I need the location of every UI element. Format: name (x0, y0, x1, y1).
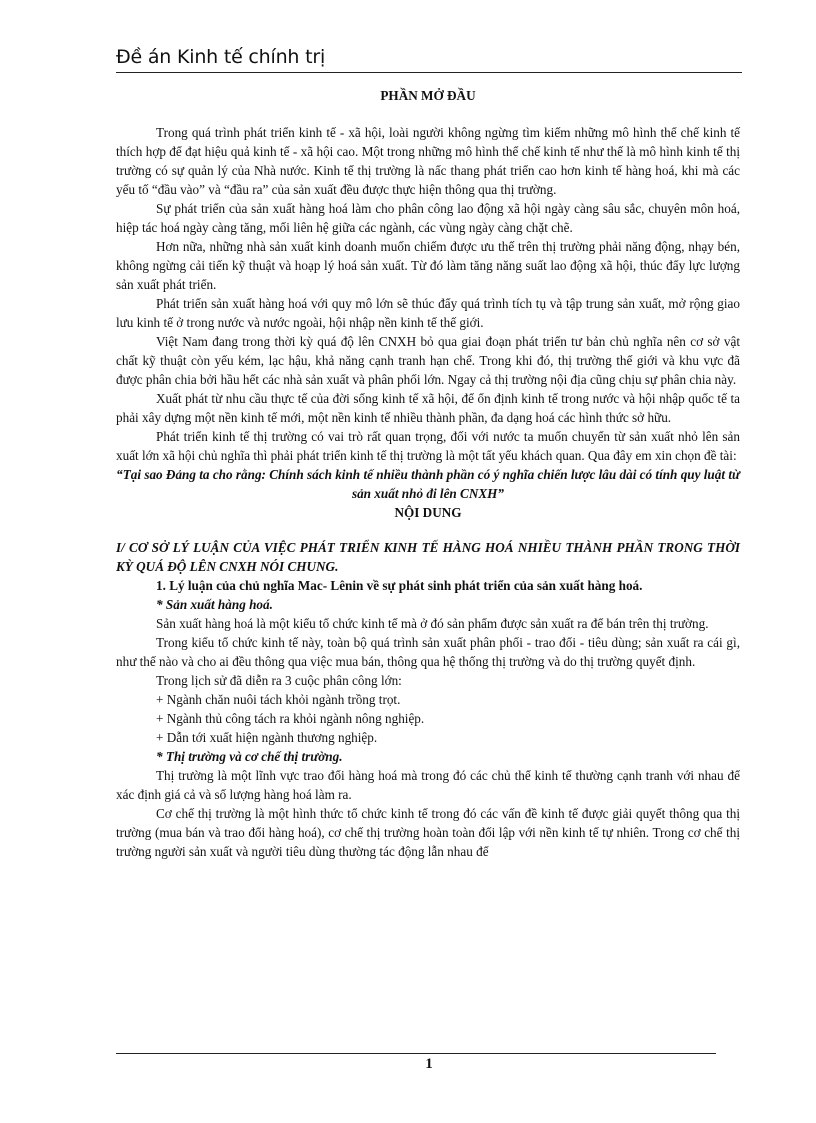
point-market-heading: * Thị trường và cơ chế thị trường. (156, 749, 343, 764)
topic-quote: “Tại sao Đảng ta cho rằng: Chính sách kinh tế nhiều thành phần có ý nghĩa chiến lược lâu dài có tính quy luật từ sản xuất nhỏ đi lên CNXH” (116, 467, 740, 501)
intro-paragraph-7: Phát triển kinh tế thị trường có vai trò rất quan trọng, đối với nước ta muốn chuyển từ sản xuất nhỏ lên sản xuất lớn xã hội chủ nghĩa thì phải phát triển kinh tế thị trường là một tất yếu khách quan. Qua đây em xin chọn đề tài: (116, 429, 740, 463)
running-header-title: Đề án Kinh tế chính trị (116, 46, 326, 68)
commodity-paragraph-1: Sản xuất hàng hoá là một kiểu tổ chức kinh tế mà ở đó sản phẩm được sản xuất ra để bán trên thị trường. (156, 616, 709, 631)
section-1-heading: I/ CƠ SỞ LÝ LUẬN CỦA VIỆC PHÁT TRIỂN KINH TẾ HÀNG HOÁ NHIỀU THÀNH PHẦN TRONG THỜI KỲ QUÁ ĐỘ LÊN CNXH NÓI CHUNG. (116, 540, 740, 574)
footer-rule (116, 1053, 716, 1054)
point-commodity-heading: * Sản xuất hàng hoá. (156, 597, 273, 612)
subsection-1-heading: 1. Lý luận của chủ nghĩa Mac- Lênin về sự phát sinh phát triển của sản xuất hàng hoá. (156, 578, 643, 593)
market-paragraph-2: Cơ chế thị trường là một hình thức tổ chức kinh tế trong đó các vấn đề kinh tế được giải quyết thông qua thị trường (mua bán và trao đổi hàng hoá), cơ chế thị trường hoàn toàn đối lập với nền kinh tế tự nhiên. Trong cơ chế thị trường người sản xuất và người tiêu dùng thường tác động lẫn nhau để (116, 806, 740, 859)
commodity-paragraph-3: Trong lịch sử đã diễn ra 3 cuộc phân công lớn: (156, 673, 402, 688)
header-rule (116, 72, 742, 73)
market-paragraph-1: Thị trường là một lĩnh vực trao đổi hàng hoá mà trong đó các chủ thể kinh tế thường cạnh tranh với nhau để xác định giá cả và số lượng hàng hoá làm ra. (116, 768, 740, 802)
intro-paragraph-3: Hơn nữa, những nhà sản xuất kinh doanh muốn chiếm được ưu thế trên thị trường phải năng động, nhạy bén, không ngừng cải tiến kỹ thuật và hoạp lý hoá sản xuất. Từ đó làm tăng năng suất lao động xã hội, thúc đẩy lực lượng sản xuất phát triển. (116, 239, 740, 292)
section-title-intro: PHẦN MỞ ĐẦU (380, 88, 476, 103)
content-heading: NỘI DUNG (394, 505, 462, 520)
division-list-item-2: + Ngành thủ công tách ra khỏi ngành nông nghiệp. (156, 711, 425, 726)
document-body (116, 86, 740, 861)
intro-paragraph-1: Trong quá trình phát triển kinh tế - xã hội, loài người không ngừng tìm kiếm những mô hình thể chế kinh tế thích hợp để đạt hiệu quả kinh tế - xã hội cao. Một trong những mô hình thể chế kinh tế như thế là mô hình kinh tế thị trường có sự quản lý của Nhà nước. Kinh tế thị trường là nấc thang phát triển cao hơn kinh tế hàng hoá, khi mà các yếu tố “đầu vào” và “đầu ra” của sản xuất đều được thực hiện thông qua thị trường. (116, 125, 740, 197)
division-list-item-3: + Dẫn tới xuất hiện ngành thương nghiệp. (156, 730, 378, 745)
intro-paragraph-4: Phát triển sản xuất hàng hoá với quy mô lớn sẽ thúc đẩy quá trình tích tụ và tập trung sản xuất, mở rộng giao lưu kinh tế ở trong nước và nước ngoài, hội nhập nền kinh tế thế giới. (116, 296, 740, 330)
intro-paragraph-6: Xuất phát từ nhu cầu thực tế của đời sống kinh tế xã hội, để ổn định kinh tế trong nước và hội nhập quốc tế ta phải xây dựng một nền kinh tế mới, một nền kinh tế nhiều thành phần, đa dạng hoá các hình thức sở hữu. (116, 391, 740, 425)
page-number: 1 (425, 1056, 433, 1072)
division-list-item-1: + Ngành chăn nuôi tách khỏi ngành trồng trọt. (156, 692, 401, 707)
commodity-paragraph-2: Trong kiểu tổ chức kinh tế này, toàn bộ quá trình sản xuất phân phối - trao đổi - tiêu dùng; sản xuất ra cái gì, như thế nào và cho ai đều thông qua việc mua bán, thông qua hệ thống thị trường và do thị trường quyết định. (116, 635, 740, 669)
intro-paragraph-5: Việt Nam đang trong thời kỳ quá độ lên CNXH bỏ qua giai đoạn phát triển tư bản chủ nghĩa nên cơ sở vật chất kỹ thuật còn yếu kém, lạc hậu, khả năng cạnh tranh hạn chế. Trong khi đó, thị trường thế giới và khu vực đã được phân chia bởi hầu hết các nhà sản xuất và phân phối lớn. Ngay cả thị trường nội địa cũng chịu sự phân chia này. (116, 334, 740, 387)
intro-paragraph-2: Sự phát triển của sản xuất hàng hoá làm cho phân công lao động xã hội ngày càng sâu sắc, chuyên môn hoá, hiệp tác hoá ngày càng tăng, mối liên hệ giữa các ngành, các vùng ngày càng chặt chẽ. (116, 201, 740, 235)
